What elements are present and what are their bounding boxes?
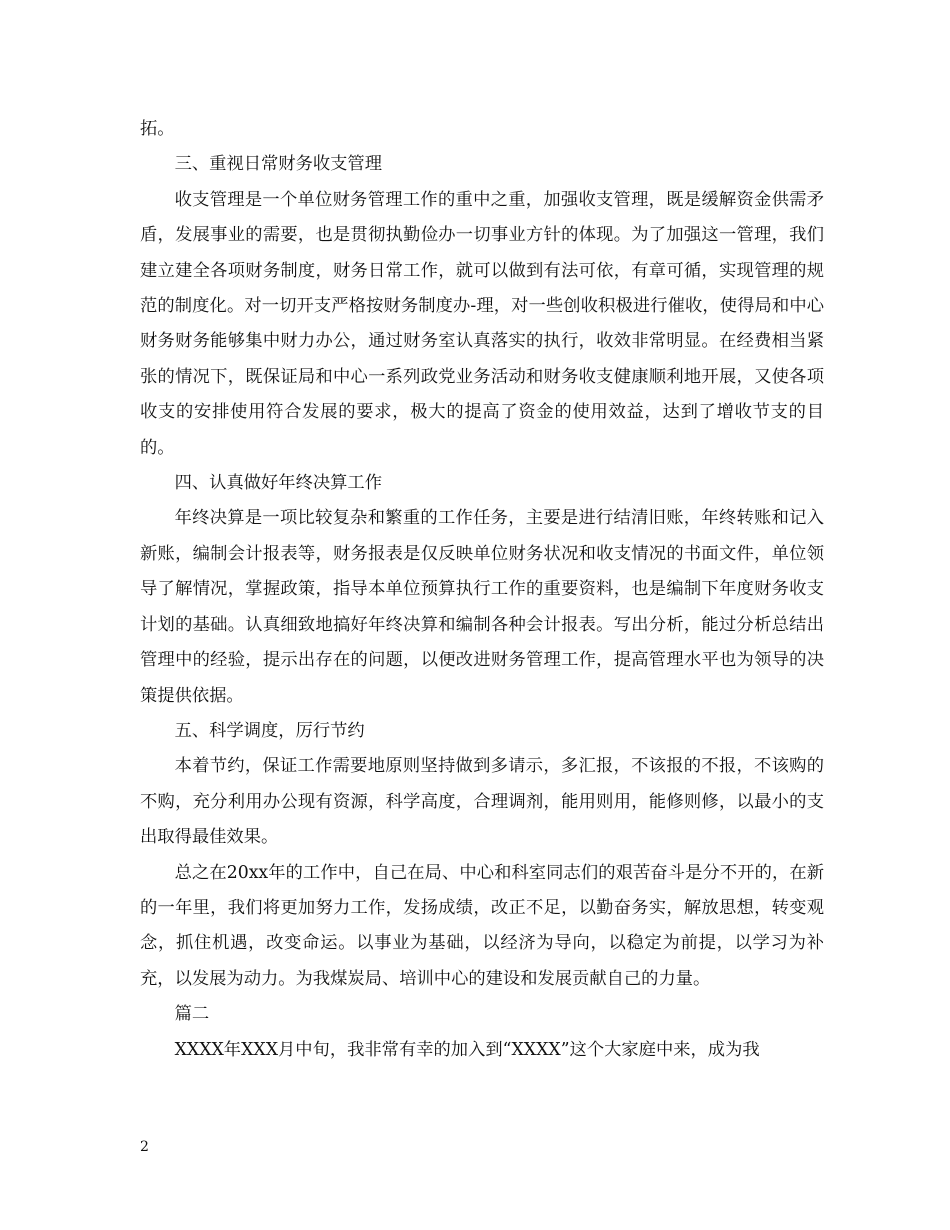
paragraph-economy: 本着节约，保证工作需要地原则坚持做到多请示，多汇报，不该报的不报，不该购的不购，充分利用办公现有资源，科学高度，合理调剂，能用则用，能修则修，以最小的支出取得最佳效果。: [140, 756, 824, 848]
section-heading-3: 三、重视日常财务收支管理: [174, 154, 382, 175]
section-heading-4: 四、认真做好年终决算工作: [174, 473, 382, 494]
document-body: [140, 112, 824, 1068]
paragraph-continuation: 拓。: [140, 119, 175, 139]
paragraph-income-expense: 收支管理是一个单位财务管理工作的重中之重，加强收支管理，既是缓解资金供需矛盾，发展事业的需要，也是贯彻执勤俭办一切事业方针的体现。为了加强这一管理，我们建立建全各项财务制度，财务日常工作，就可以做到有法可依，有章可循，实现管理的规范的制度化。对一切开支严格按财务制度办-理，对一些创收积极进行催收，使得局和中心财务财务能够集中财力办公，通过财务室认真落实的执行，收效非常明显。在经费相当紧张的情况下，既保证局和中心一系列政党业务活动和财务收支健康顺利地开展，又使各项收支的安排使用符合发展的要求，极大的提高了资金的使用效益，达到了增收节支的目的。: [140, 189, 824, 458]
section-heading-part-two: 篇二: [174, 1004, 210, 1025]
paragraph-year-end: 年终决算是一项比较复杂和繁重的工作任务，主要是进行结清旧账，年终转账和记入新账，编制会计报表等，财务报表是仅反映单位财务状况和收支情况的书面文件，单位领导了解情况，掌握政策，指导本单位预算执行工作的重要资料，也是编制下年度财务收支计划的基础。认真细致地搞好年终决算和编制各种会计报表。写出分析，能过分析总结出管理中的经验，提示出存在的问题，以便改进财务管理工作，提高管理水平也为领导的决策提供依据。: [140, 508, 824, 706]
page-number: 2: [140, 1139, 149, 1155]
paragraph-summary: 总之在20xx年的工作中，自己在局、中心和科室同志们的艰苦奋斗是分不开的，在新的一年里，我们将更加努力工作，发扬成绩，改正不足，以勤奋务实，解放思想，转变观念，抓住机遇，改变命运。以事业为基础，以经济为导向，以稳定为前提，以学习为补充，以发展为动力。为我煤炭局、培训中心的建设和发展贡献自己的力量。: [140, 862, 824, 989]
section-heading-5: 五、科学调度，厉行节约: [174, 720, 365, 741]
paragraph-part-two-start: XXXX年XXX月中旬，我非常有幸的加入到“XXXX”这个大家庭中来，成为我: [174, 1039, 760, 1060]
